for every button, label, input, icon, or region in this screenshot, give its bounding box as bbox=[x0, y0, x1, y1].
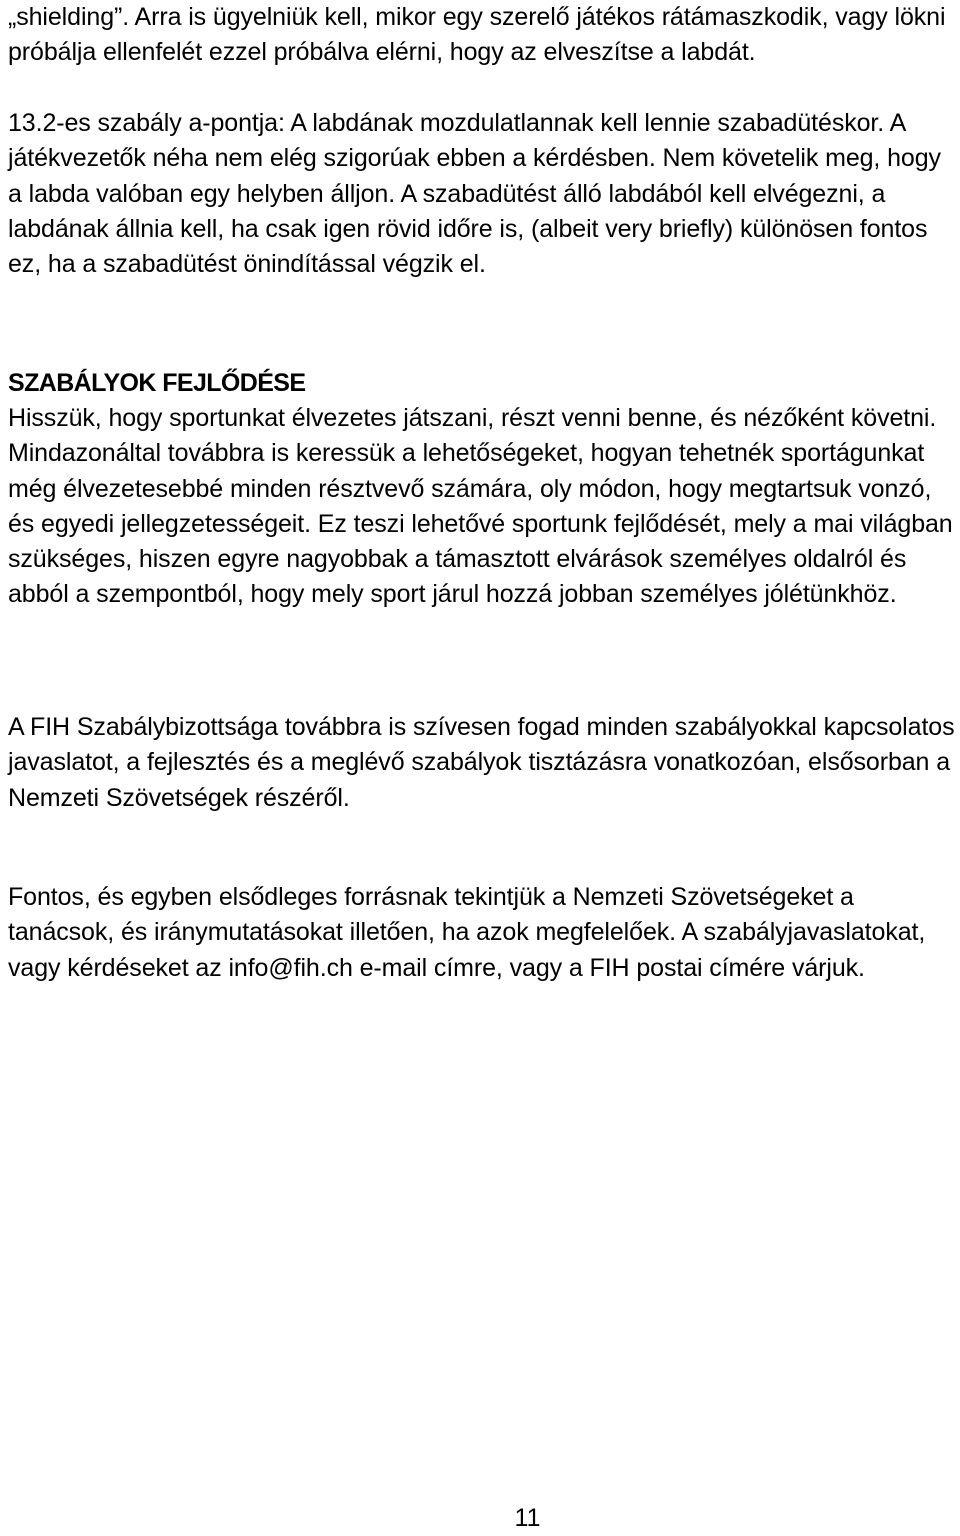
page-number bbox=[0, 1503, 960, 1533]
paragraph-fih-committee: A FIH Szabálybizottsága továbbra is szívesen fogad minden szabályokkal kapcsolatos javaslatot, a fejlesztés és a meglévő szabályok tisztázásra vonatkozóan, elsősorban a Nemzeti Szövetségek részéről. bbox=[8, 713, 955, 812]
section-heading: SZABÁLYOK FEJLŐDÉSE bbox=[8, 369, 306, 397]
paragraph-shielding: „shielding”. Arra is ügyelniük kell, mikor egy szerelő játékos rátámaszkodik, vagy lökni próbálja ellenfelét ezzel próbálva elérni, hogy az elveszítse a labdát. bbox=[8, 3, 946, 67]
paragraph-contact: Fontos, és egyben elsődleges forrásnak tekintjük a Nemzeti Szövetségeket a tanácsok, és iránymutatásokat illetően, ha azok megfelelőek. A szabályjavaslatokat, vagy kérdéseket az info@fih.ch e-mail címre, vagy a FIH postai címére várjuk. bbox=[8, 883, 926, 982]
paragraph-intro: Hisszük, hogy sportunkat élvezetes játszani, részt venni benne, és nézőként követni. Mindazonáltal továbbra is keressük a lehetőségeket, hogyan tehetnék sportágunkat még élvezetesebbé minden résztvevő számára, oly módon, hogy megtartsuk vonzó, és egyedi jellegzetességeit. Ez teszi lehetővé sportunk fejlődését, mely a mai világban szükséges, hiszen egyre nagyobbak a támasztott elvárások személyes oldalról és abból a szempontból, hogy mely sport járul hozzá jobban személyes jólétünkhöz. bbox=[8, 404, 953, 609]
page-number-text: 11 bbox=[514, 1504, 541, 1532]
paragraph-rule-13-2: 13.2-es szabály a-pontja: A labdának mozdulatlannak kell lennie szabadütéskor. A játékvezetők néha nem elég szigorúak ebben a kérdésben. Nem követelik meg, hogy a labda valóban egy helyben álljon. A szabadütést álló labdából kell elvégezni, a labdának állnia kell, ha csak igen rövid időre is, (albeit very briefly) különösen fontos ez, ha a szabadütést önindítással végzik el. bbox=[8, 109, 941, 279]
